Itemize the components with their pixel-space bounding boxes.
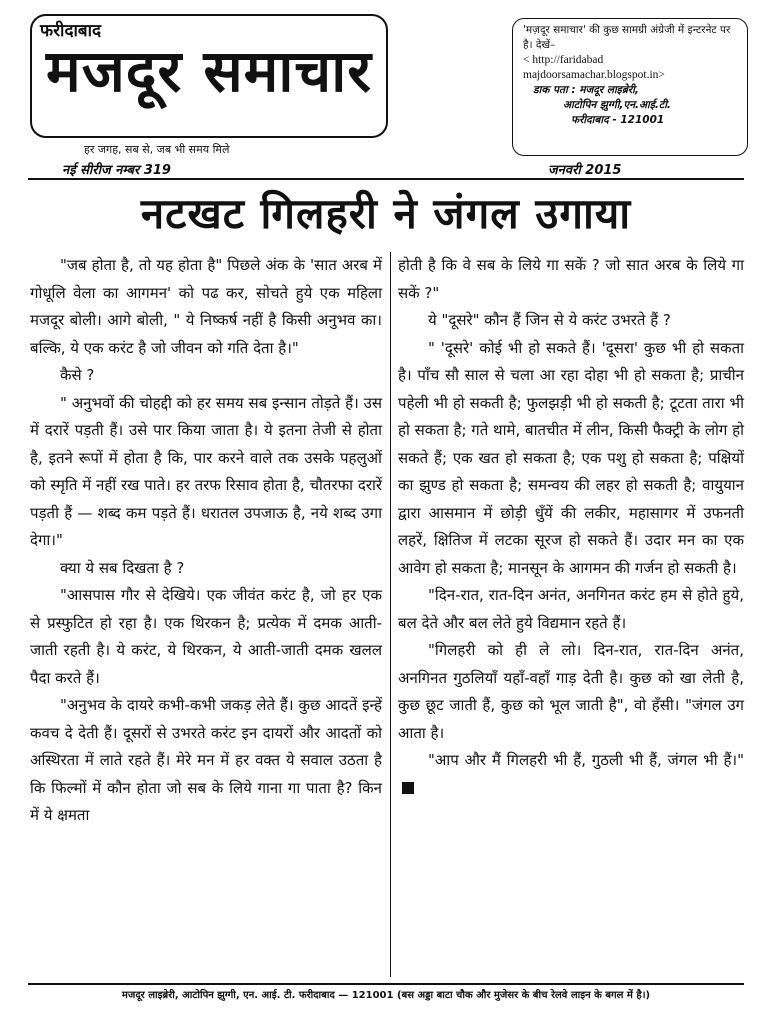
article-paragraph: " 'दूसरे' कोई भी हो सकते हैं। 'दूसरा' कुछ भी हो सकता है। पाँच सौ साल से चला आ रहा दोहा भी हो सकता है; प्राचीन पहेली भी हो सकती है; फुलझड़ी भी हो सकती है; टूटता तारा भी हो सकता है; गते थामे, बातचीत में लीन, किसी फैक्ट्री के लोग हो सकते हैं; एक खत हो सकता है; एक पशु हो सकता है; पक्षियों का झुण्ड हो सकता है; समन्वय की लहर हो सकती है; वायुयान द्वारा आसमान में छोड़ी धुँयें की लकीर, महासागर में उफनती लहरें, क्षितिज में लटका सूरज हो सकते हैं। उदार मन का एक आवेग हो सकता है; मानसून के आगमन की गर्जन हो सकती है। [398,338,744,577]
article-paragraph: "अनुभव के दायरे कभी-कभी जकड़ लेते हैं। कुछ आदतें इन्हें कवच दे देती हैं। दूसरों से उभरते करंट इन दायरों और आदतों को अस्थिरता में लाते रहते हैं। मेरे मन में हर वक्त ये सवाल उठता है कि फिल्मों में कौन होता जो सब के लिये गाना गा पाता है? किन में ये क्षमता [30,696,382,824]
footer-address: मजदूर लाइब्रेरी, आटोपिन झुग्गी, एन. आई. टी. फरीदाबाद — 121001 (बस अड्डा बाटा चौक और मुजेसर के बीच रेलवे लाइन के बगल में है।) [121,990,651,1001]
bottom-rule [28,983,744,985]
article-paragraph: " अनुभवों की चोहद्दी को हर समय सब इन्सान तोड़ते हैं। उस में दरारें पड़ती हैं। उसे पार किया जाता है। ये इतना तेजी से होता है, इतने रूपों में होता है कि, पार करने वाले तक उसके पहलुओं को स्मृति में नहीं रख पाते। हर तरफ रिसाव होता है, चौतरफा दरारें पड़ती हैं — शब्द कम पड़ते हैं। धरातल उपजाऊ है, नये शब्द उगा देगा।" [30,393,382,549]
article-paragraph: "आसपास गौर से देखिये। एक जीवंत करंट है, जो हर एक से प्रस्फुटित हो रहा है। एक थिरकन है; प्रत्येक में दमक आती-जाती रहती है। ये करंट, ये थिरकन, ये आती-जाती दमक खलल पैदा करते हैं। [30,586,382,687]
address-line-2: आटोपिन झुग्गी,एन.आई.टी. [563,99,671,111]
address-label: डाक पता : मजदूर लाइब्रेरी, [533,84,639,96]
blog-url-line-2[interactable]: majdoorsamachar.blogspot.in> [523,69,665,81]
article-paragraph: क्या ये सब दिखता है ? [60,558,185,577]
article-paragraph: ये "दूसरे" कौन हैं जिन से ये करंट उभरते हैं ? [428,311,671,329]
series-number: नई सीरीज नम्बर 319 [62,163,171,178]
masthead-city: फरीदाबाद [40,21,102,41]
article-paragraph: "गिलहरी को ही ले लो। दिन-रात, रात-दिन अनंत, अनगिनत गुठलियाँ यहाँ-वहाँ गाड़ देती है। कुछ को खा लेती है, कुछ छूट जाती हैं, कुछ को भूल जाती है", वो हँसी। "जंगल उग आता है। [398,641,744,742]
article-headline: नटखट गिलहरी ने जंगल उगाया [140,189,632,238]
top-rule [28,178,744,180]
newspaper-name: मजदूर समाचार [46,37,372,105]
column-divider [390,252,391,977]
info-box [512,18,748,156]
masthead-tagline: हर जगह, सब से, जब भी समय मिले [84,143,230,156]
article-paragraph: होती है कि वे सब के लिये गा सकें ? जो सात अरब के लिये गा सकें ?" [398,256,744,302]
issue-date: जनवरी 2015 [548,163,622,178]
article-column-left [30,252,382,830]
masthead-box [30,14,388,138]
article-final-paragraph [398,747,744,802]
article-paragraph: "जब होता है, तो यह होता है" पिछले अंक के 'सात अरब में गोधूलि वेला का आगमन' को पढ कर, सोचते हुये एक महिला मजदूर बोली। आगे बोली, " ये निष्कर्ष नहीं है किसी अनुभव का। बल्कि, ये एक करंट है जो जीवन को गति देता है।" [30,256,382,357]
closing-text: "आप और मैं गिलहरी भी हैं, गुठली भी हैं, जंगल भी हैं।" [428,751,744,769]
article-paragraph: "दिन-रात, रात-दिन अनंत, अनगिनत करंट हम से होते हुये, बल देते और बल लेते हुये विद्यमान रहते हैं। [398,586,744,632]
article-paragraph: कैसे ? [60,366,95,384]
blog-url-line-1[interactable]: < http://faridabad [523,54,604,66]
article-column-right [398,252,744,802]
address-line-3: फरीदाबाद - 121001 [571,114,665,126]
postal-address [523,83,741,128]
info-intro: 'मज़दूर समाचार' की कुछ सामग्री अंग्रेजी में इन्टरनेट पर है। देखें– [523,24,731,51]
end-mark-icon [402,782,414,794]
